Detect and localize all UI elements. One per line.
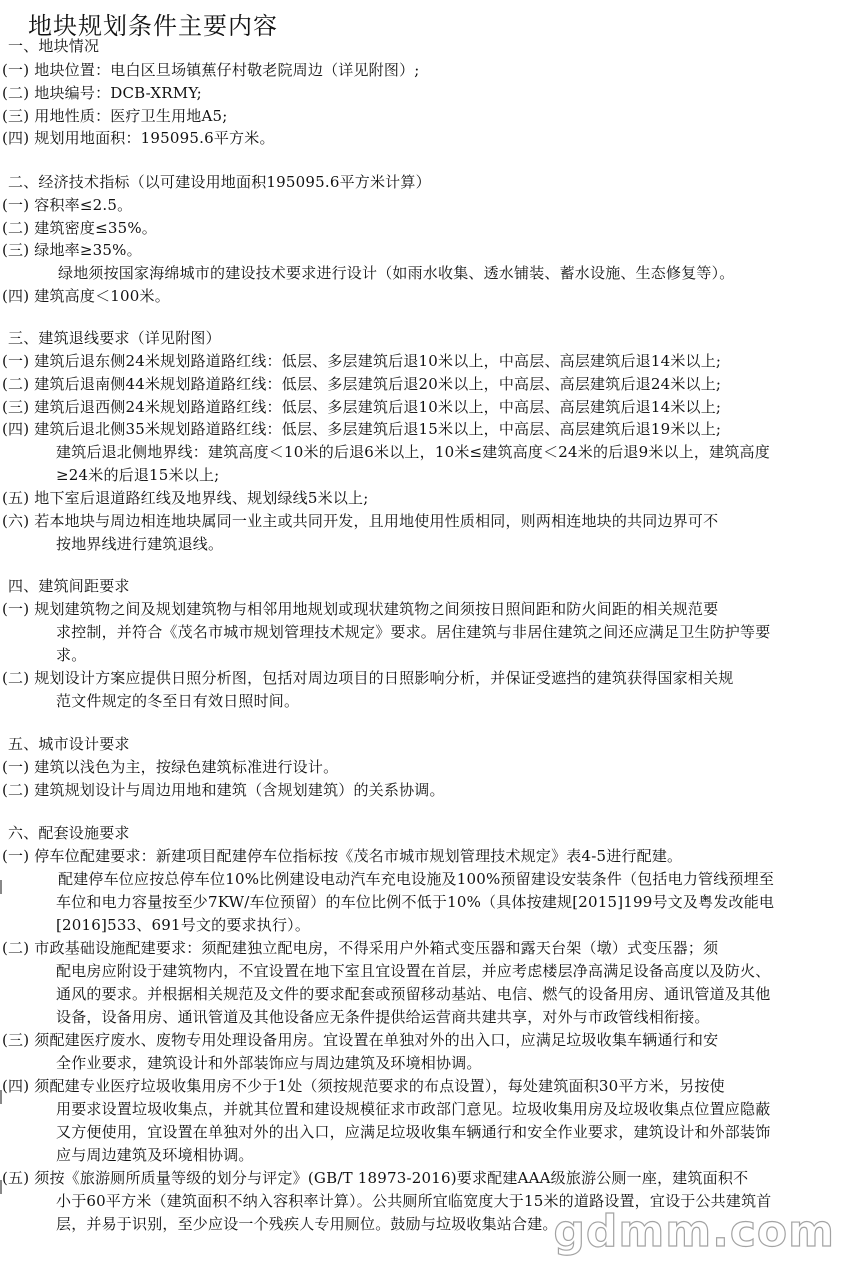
line-6-4: (四) 须配建专业医疗垃圾收集用房不少于1处（须按规范要求的布点设置），每处建筑面积30平方米，另按使 [2, 1077, 725, 1095]
line-4-1: (一) 规划建筑物之间及规划建筑物与相邻用地规划或现状建筑物之间须按日照间距和防火间距的相关规范要 [2, 600, 719, 618]
line-6-5-cont-b: 层，并易于识别，至少应设一个残疾人专用厕位。鼓励与垃圾收集站合建。 [56, 1215, 558, 1233]
line-6-3-cont: 全作业要求，建筑设计和外部装饰应与周边建筑及环境相协调。 [56, 1054, 482, 1072]
line-4-1-cont-a: 求控制，并符合《茂名市城市规划管理技术规定》要求。居住建筑与非居住建筑之间还应满足卫生防护等要 [56, 623, 771, 641]
line-6-2-cont-b: 通风的要求。并根据相关规范及文件的要求配套或预留移动基站、电信、燃气的设备用房、通讯管道及其他 [56, 985, 771, 1003]
line-4-2: (二) 规划设计方案应提供日照分析图，包括对周边项目的日照影响分析，并保证受遮挡的建筑获得国家相关规 [2, 669, 734, 687]
line-3-4-cont-b: ≥24米的后退15米以上; [56, 466, 220, 484]
line-2-4: (四) 建筑高度＜100米。 [2, 287, 170, 305]
line-6-2-cont-a: 配电房应附设于建筑物内，不宜设置在地下室且宜设置在首层，并应考虑楼层净高满足设备高度以及防火、 [56, 962, 771, 980]
section-6-heading: 六、配套设施要求 [8, 824, 130, 842]
section-5-heading: 五、城市设计要求 [8, 735, 130, 753]
margin-tick [0, 1180, 2, 1194]
line-6-2: (二) 市政基础设施配建要求：须配建独立配电房，不得采用户外箱式变压器和露天台架（墩）式变压器；须 [2, 939, 719, 957]
line-4-2-cont: 范文件规定的冬至日有效日照时间。 [56, 692, 300, 710]
margin-tick [0, 1090, 2, 1104]
line-3-3: (三) 建筑后退西侧24米规划路道路红线：低层、多层建筑后退10米以上，中高层、高层建筑后退14米以上; [2, 398, 722, 416]
line-2-3: (三) 绿地率≥35%。 [2, 241, 142, 259]
line-6-4-cont-c: 应与周边建筑及环境相协调。 [56, 1146, 254, 1164]
line-3-5: (五) 地下室后退道路红线及地界线、规划绿线5米以上; [2, 489, 369, 507]
line-6-5-cont-a: 小于60平方米（建筑面积不纳入容积率计算）。公共厕所宜临宽度大于15米的道路设置，宜设于公共建筑首 [56, 1192, 772, 1210]
line-5-1: (一) 建筑以浅色为主，按绿色建筑标准进行设计。 [2, 758, 339, 776]
line-2-3-note: 绿地须按国家海绵城市的建设技术要求进行设计（如雨水收集、透水铺装、蓄水设施、生态修复等）。 [58, 264, 735, 282]
line-4-1-cont-b: 求。 [56, 646, 87, 664]
line-6-1-cont-c: [2016]533、691号文的要求执行）。 [56, 916, 311, 934]
line-3-6-cont: 按地界线进行建筑退线。 [56, 535, 224, 553]
line-1-1: (一) 地块位置：电白区旦场镇蕉仔村敬老院周边（详见附图）; [2, 61, 420, 79]
margin-tick [0, 880, 2, 894]
line-6-3: (三) 须配建医疗废水、废物专用处理设备用房。宜设置在单独对外的出入口，应满足垃圾收集车辆通行和安 [2, 1031, 719, 1049]
line-3-2: (二) 建筑后退南侧44米规划路道路红线：低层、多层建筑后退20米以上，中高层、高层建筑后退24米以上; [2, 375, 722, 393]
line-3-1: (一) 建筑后退东侧24米规划路道路红线：低层、多层建筑后退10米以上，中高层、高层建筑后退14米以上; [2, 352, 722, 370]
page-title: 地块规划条件主要内容 [28, 12, 278, 40]
line-6-1-cont-b: 车位和电力容量按至少7KW/车位预留）的车位比例不低于10%（具体按建规[2015]199号文及粤发改能电 [56, 893, 775, 911]
line-6-1-cont-a: 配建停车位应按总停车位10%比例建设电动汽车充电设施及100%预留建设安装条件（包括电力管线预埋至 [58, 870, 775, 888]
line-3-4-cont-a: 建筑后退北侧地界线：建筑高度＜10米的后退6米以上，10米≤建筑高度＜24米的后退9米以上，建筑高度 [56, 443, 770, 461]
line-5-2: (二) 建筑规划设计与周边用地和建筑（含规划建筑）的关系协调。 [2, 781, 445, 799]
line-6-2-cont-c: 设备，设备用房、通讯管道及其他设备应无条件提供给运营商共建共享，对外与市政管线相衔接。 [56, 1008, 710, 1026]
line-6-5: (五) 须按《旅游厕所质量等级的划分与评定》(GB/T 18973-2016)要求配建AAA级旅游公厕一座，建筑面积不 [2, 1169, 749, 1187]
section-3-heading: 三、建筑退线要求（详见附图） [8, 329, 221, 347]
line-1-4: (四) 规划用地面积：195095.6平方米。 [2, 129, 275, 147]
line-3-4: (四) 建筑后退北侧35米规划路道路红线：低层、多层建筑后退15米以上，中高层、高层建筑后退19米以上; [2, 420, 722, 438]
line-6-1: (一) 停车位配建要求：新建项目配建停车位指标按《茂名市城市规划管理技术规定》表4-5进行配建。 [2, 847, 683, 865]
watermark: gdmm.com [553, 1206, 835, 1257]
line-6-4-cont-b: 又方便使用，宜设置在单独对外的出入口，应满足垃圾收集车辆通行和安全作业要求，建筑设计和外部装饰 [56, 1123, 771, 1141]
line-1-3: (三) 用地性质：医疗卫生用地A5; [2, 107, 228, 125]
line-3-6: (六) 若本地块与周边相连地块属同一业主或共同开发，且用地使用性质相同，则两相连地块的共同边界可不 [2, 512, 719, 530]
section-1-heading: 一、地块情况 [8, 37, 100, 55]
section-2-heading: 二、经济技术指标（以可建设用地面积195095.6平方米计算） [8, 173, 431, 191]
line-1-2: (二) 地块编号：DCB-XRMY; [2, 84, 202, 102]
section-4-heading: 四、建筑间距要求 [8, 577, 130, 595]
line-2-2: (二) 建筑密度≤35%。 [2, 219, 157, 237]
line-6-4-cont-a: 用要求设置垃圾收集点，并就其位置和建设规模征求市政部门意见。垃圾收集用房及垃圾收集点位置应隐蔽 [56, 1100, 771, 1118]
line-2-1: (一) 容积率≤2.5。 [2, 196, 133, 214]
